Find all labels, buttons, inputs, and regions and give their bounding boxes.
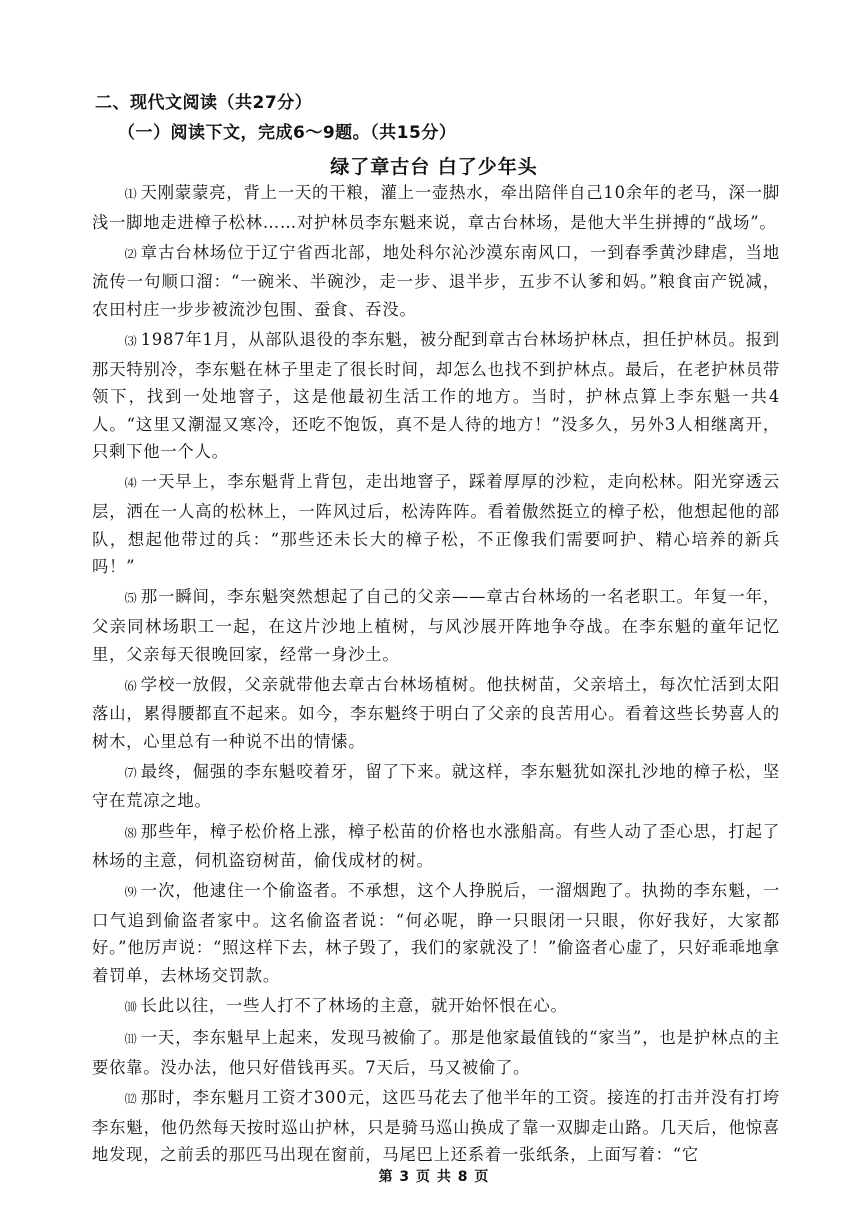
page-footer: 第 3 页 共 8 页 [378, 1169, 490, 1185]
paragraph-number: ⑴ [124, 187, 137, 201]
paragraph-number: ⑺ [124, 765, 137, 780]
paragraph [92, 1084, 780, 1169]
paragraph [92, 239, 780, 324]
paragraph-text: 1987年1月，从部队退役的李东魁，被分配到章古台林场护林点，担任护林员。报到那天特别冷，李东魁在林子里走了很长时间，却怎么也找不到护林点。最后，在老护林员带领下，找到一处地窨子，这是他最初生活工作的地方。当时，护林点算上李东魁一共4人。“这里又潮湿又寒冷，还吃不饱饭，真不是人待的地方！”没多久，另外3人相继离开，只剩下他一个人。 [92, 329, 780, 462]
paragraph-text: 那时，李东魁月工资才300元，这匹马花去了他半年的工资。接连的打击并没有打垮李东魁，他仍然每天按时巡山护林，只是骑马巡山换成了靠一双脚走山路。几天后，他惊喜地发现，之前丢的那匹马出现在窗前，马尾巴上还系着一张纸条，上面写着：“它 [92, 1087, 780, 1165]
paragraph-text: 最终，倔强的李东魁咬着牙，留了下来。就这样，李东魁犹如深扎沙地的樟子松，坚守在荒凉之地。 [92, 761, 780, 811]
paragraph-text: 一次，他逮住一个偷盗者。不承想，这个人挣脱后，一溜烟跑了。执拗的李东魁，一口气追到偷盗者家中。这名偷盗者说：“何必呢，睁一只眼闭一只眼，你好我好，大家都好。”他厉声说：“照这样下去，林子毁了，我们的家就没了！”偷盗者心虚了，只好乖乖地拿着罚单，去林场交罚款。 [92, 881, 780, 986]
paragraph-number: ⑼ [124, 885, 137, 900]
paragraph [92, 671, 780, 756]
article-body [92, 179, 780, 1171]
paragraph-text: 学校一放假，父亲就带他去章古台林场植树。他扶树苗，父亲培土，每次忙活到太阳落山，累得腰都直不起来。如今，李东魁终于明白了父亲的良苦用心。看着这些长势喜人的树木，心里总有一种说不出的情愫。 [92, 674, 780, 751]
paragraph-number: ⑻ [124, 825, 137, 840]
paragraph-number: ⑵ [124, 246, 137, 261]
article-title: 绿了章古台 白了少年头 [330, 156, 538, 178]
paragraph [92, 468, 780, 580]
paragraph-number: ⑷ [124, 476, 137, 491]
paragraph [92, 877, 780, 989]
paragraph-number: ⑹ [124, 678, 137, 693]
paragraph [92, 1024, 780, 1081]
paragraph [92, 179, 780, 236]
question-instruction: （一）阅读下文，完成6～9题。（共15分） [118, 123, 457, 143]
paragraph [92, 818, 780, 875]
paragraph-number: ⑽ [124, 1000, 137, 1015]
paragraph-number: ⑿ [124, 1091, 137, 1106]
paragraph-text: 那些年，樟子松价格上涨，樟子松苗的价格也水涨船高。有些人动了歪心思，打起了林场的主意，伺机盗窃树苗，偷伐成材的树。 [92, 821, 780, 871]
paragraph-text: 长此以往，一些人打不了林场的主意，就开始怀恨在心。 [140, 996, 568, 1016]
section-title: 二、现代文阅读（共27分） [95, 93, 313, 113]
paragraph-text: 章古台林场位于辽宁省西北部，地处科尔沁沙漠东南风口，一到春季黄沙肆虐，当地流传一句顺口溜：“一碗米、半碗沙，走一步、退半步，五步不认爹和妈。”粮食亩产锐减，农田村庄一步步被流沙包围、蚕食、吞没。 [92, 242, 780, 319]
paragraph-text: 那一瞬间，李东魁突然想起了自己的父亲——章古台林场的一名老职工。年复一年，父亲同林场职工一起，在这片沙地上植树，与风沙展开阵地争夺战。在李东魁的童年记忆里，父亲每天很晚回家，经常一身沙土。 [92, 587, 780, 664]
paragraph-text: 一天早上，李东魁背上背包，走出地窨子，踩着厚厚的沙粒，走向松林。阳光穿透云层，洒在一人高的松林上，一阵风过后，松涛阵阵。看着傲然挺立的樟子松，他想起他的部队，想起他带过的兵：“那些还未长大的樟子松，不正像我们需要呵护、精心培养的新兵吗！” [92, 472, 780, 577]
paragraph-text: 天刚蒙蒙亮，背上一天的干粮，灌上一壶热水，牵出陪伴自己10余年的老马，深一脚浅一脚地走进樟子松林……对护林员李东魁来说，章古台林场，是他大半生拼搏的“战场”。 [92, 183, 780, 232]
paragraph-text: 一天，李东魁早上起来，发现马被偷了。那是他家最值钱的“家当”，也是护林点的主要依靠。没办法，他只好借钱再买。7天后，马又被偷了。 [92, 1028, 780, 1077]
paragraph-number: ⑶ [124, 333, 137, 348]
paragraph-number: ⑾ [124, 1032, 137, 1047]
paragraph [92, 992, 780, 1022]
paragraph [92, 583, 780, 668]
paragraph [92, 326, 780, 466]
paragraph-number: ⑸ [124, 591, 137, 606]
paragraph [92, 758, 780, 815]
